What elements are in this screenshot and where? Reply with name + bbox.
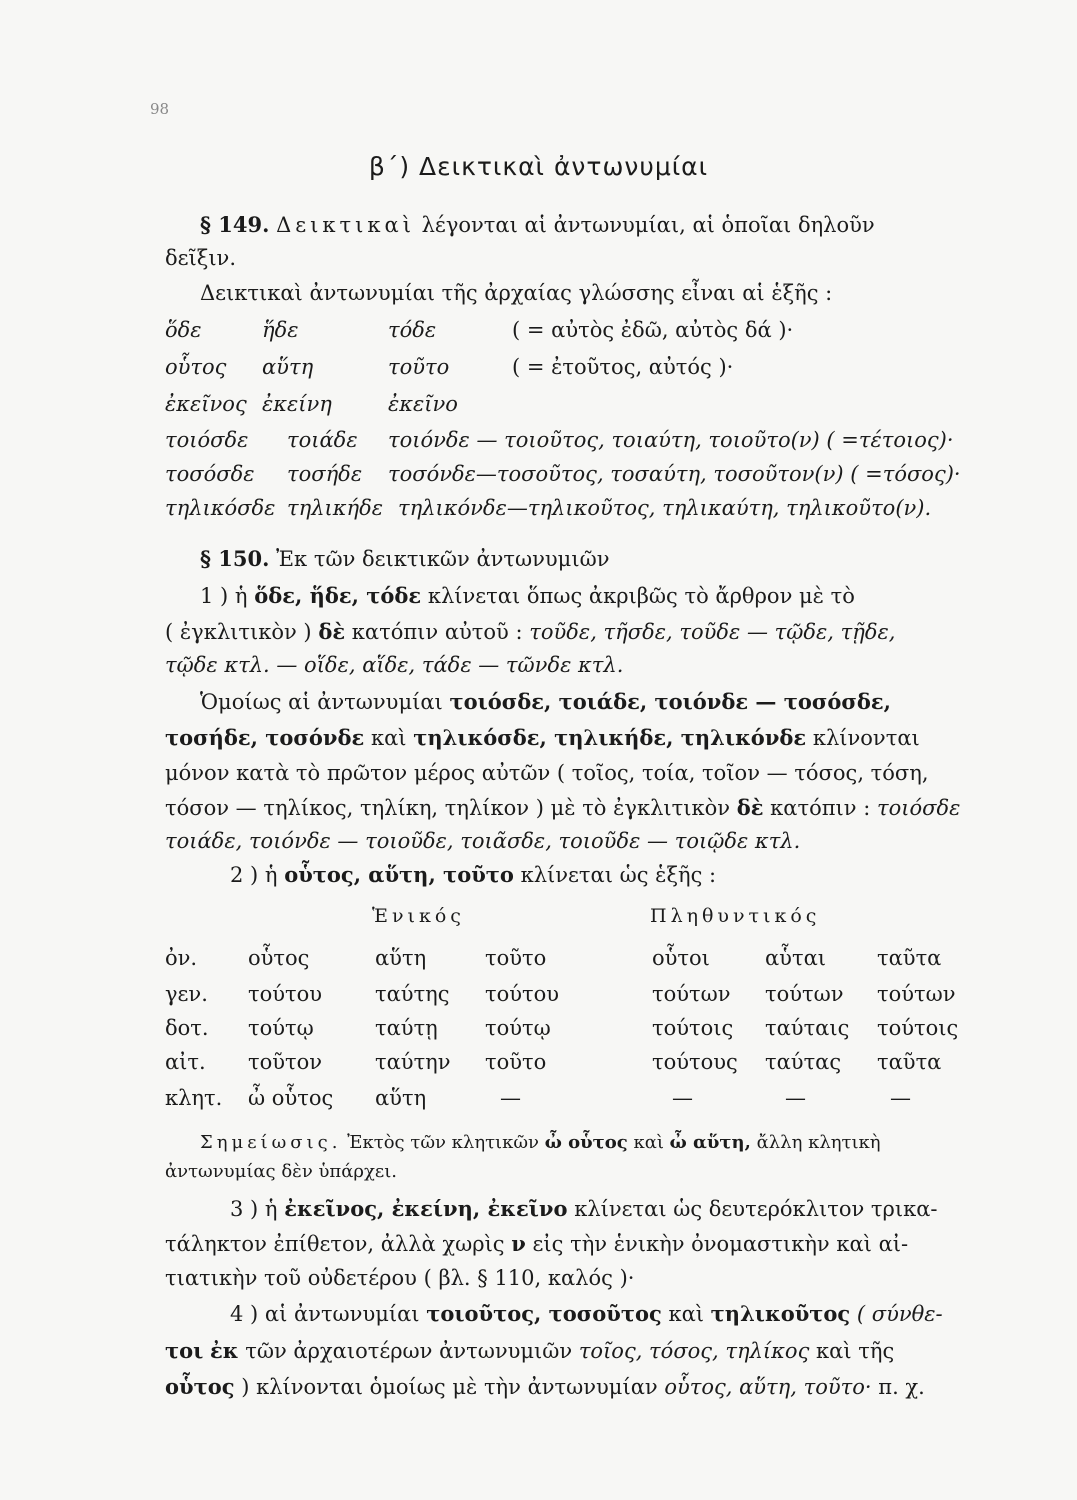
p1-l2b: δὲ	[318, 619, 346, 644]
toioutos-l3b: ) κλίνονται ὁμοίως μὲ τὴν ἀντωνυμίαν	[241, 1375, 658, 1399]
s150-number: § 150.	[200, 546, 270, 571]
toioutos-l2f: καὶ τῆς	[816, 1339, 895, 1363]
compound-f-3: τηλικήδε	[287, 496, 384, 520]
note-b: ὦ οὗτος	[544, 1132, 628, 1153]
s149-line-2: δεῖξιν.	[165, 246, 236, 270]
form-n-2: τοῦτο	[388, 355, 450, 379]
p2-line-5: τοιάδε, τοιόνδε — τοιοῦδε, τοιᾶσδε, τοιοῦδε — τοιῷδε κτλ.	[165, 829, 801, 853]
form-n-3: ἐκεῖνο	[388, 392, 458, 416]
p1-l2d: τοῦδε, τῆσδε, τοῦδε — τῷδε, τῇδε,	[529, 620, 896, 644]
p-ekeinos-line-2	[165, 1231, 908, 1256]
toioutos-l2c: τῶν	[245, 1339, 287, 1363]
s149-number: § 149.	[200, 212, 270, 237]
plur-n: τούτων	[877, 982, 956, 1006]
p1-b1: ὅδε, ἥδε, τόδε	[254, 583, 422, 608]
form-gloss-1: ( = αὐτὸς ἐδῶ, αὐτὸς δά )·	[512, 318, 794, 342]
plur-f: αὗται	[765, 946, 826, 970]
note-a: Ἐκτὸς τῶν κλητικῶν	[347, 1132, 539, 1153]
toioutos-d: τηλικοῦτος	[710, 1301, 851, 1326]
p-toioutos-line-1	[230, 1301, 943, 1326]
sing-n: τούτῳ	[485, 1016, 551, 1040]
p1-line-1	[200, 583, 855, 608]
plur-n: ταῦτα	[877, 1050, 942, 1074]
form-f-1: ἥδε	[262, 318, 299, 342]
toioutos-e: ( σύνθε-	[856, 1302, 943, 1326]
note-e: ἄλλη κλητικὴ	[756, 1132, 881, 1153]
sing-n: —	[500, 1086, 521, 1110]
p2-l2c: τηλικόσδε, τηλικήδε, τηλικόνδε	[413, 725, 807, 750]
p2-l4d: τοιόσδε	[876, 796, 961, 820]
sing-m: τούτου	[248, 982, 323, 1006]
p2-line-4	[165, 795, 960, 820]
plur-n: —	[890, 1086, 911, 1110]
form-f-3: ἐκείνη	[262, 392, 332, 416]
plur-m: —	[672, 1086, 693, 1110]
s149-intro: Δεικτικαὶ ἀντωνυμίαι τῆς ἀρχαίας γλώσσης εἶναι αἱ ἑξῆς :	[200, 281, 833, 305]
p2-l4b: δὲ	[736, 795, 764, 820]
p3-c: κλίνεται ὡς ἑξῆς :	[520, 863, 717, 887]
plur-m: τούτων	[652, 982, 731, 1006]
form-m-1: ὅδε	[165, 318, 202, 342]
declension-singular-header: Ἑνικός	[372, 905, 465, 927]
section-heading: β΄) Δεικτικαὶ ἀντωνυμίαι	[368, 152, 709, 181]
compound-rest-2: τοσόνδε—τοσοῦτος, τοσαύτη, τοσοῦτον(ν) ( =τόσος)·	[388, 462, 961, 486]
ekeinos-l2b: ν	[511, 1231, 526, 1256]
toioutos-c: καὶ	[668, 1302, 704, 1326]
toioutos-l3c: οὗτος, αὕτη, τοῦτο·	[664, 1375, 872, 1399]
sing-n: τοῦτο	[485, 1050, 547, 1074]
plur-n: ταῦτα	[877, 946, 942, 970]
p2-l2b: καὶ	[370, 726, 407, 750]
p-ekeinos-line-3: τιατικὴν τοῦ οὐδετέρου ( βλ. § 110, καλός )·	[165, 1266, 635, 1290]
p2-line-3: μόνον κατὰ τὸ πρῶτον μέρος αὐτῶν ( τοῖος, τοία, τοῖον — τόσος, τόση,	[165, 761, 929, 785]
p1-line-3: τῷδε κτλ. — οἵδε, αἵδε, τάδε — τῶνδε κτλ.	[165, 653, 624, 677]
p2-l1b: τοιόσδε, τοιάδε, τοιόνδε — τοσόσδε,	[449, 689, 891, 714]
s150-intro: Ἐκ τῶν δεικτικῶν ἀντωνυμιῶν	[276, 547, 610, 571]
note-line-2: ἀντωνυμίας δὲν ὑπάρχει.	[165, 1161, 398, 1182]
sing-f: αὕτη	[375, 1086, 427, 1110]
note-d: ὦ αὕτη,	[669, 1132, 751, 1153]
p-toioutos-line-3	[165, 1374, 925, 1399]
toioutos-l3d: π. χ.	[878, 1375, 925, 1399]
plur-f: τούτων	[765, 982, 844, 1006]
s150-line-1	[200, 546, 609, 571]
s149-term: Δεικτικαὶ	[276, 213, 415, 237]
sing-m: οὗτος	[248, 946, 310, 970]
sing-m: τούτῳ	[248, 1016, 314, 1040]
p-ekeinos-line-1	[230, 1196, 938, 1221]
s149-text: λέγονται αἱ ἀντωνυμίαι, αἱ ὁποῖαι δηλοῦν	[421, 213, 875, 237]
case-label: αἰτ.	[165, 1050, 206, 1074]
declension-plural-header: Πληθυντικός	[650, 905, 821, 927]
toioutos-b: τοιοῦτος, τοσοῦτος	[426, 1301, 662, 1326]
p-toioutos-line-2	[165, 1338, 894, 1363]
plur-m: τούτους	[652, 1050, 738, 1074]
toioutos-l3a: οὗτος	[165, 1374, 235, 1399]
form-f-2: αὕτη	[262, 355, 314, 379]
note-line-1	[200, 1132, 881, 1153]
p2-l4a: τόσον — τηλίκος, τηλίκη, τηλίκον ) μὲ τὸ ἐγκλιτικὸν	[165, 796, 731, 820]
p1-line-2	[165, 619, 895, 644]
toioutos-l2b: ἐκ	[210, 1338, 239, 1363]
toioutos-l2d: ἀρχαιοτέρων ἀντωνυμιῶν	[293, 1339, 573, 1363]
ekeinos-a: 3 ) ἡ	[230, 1197, 278, 1221]
plur-m: οὗτοι	[652, 946, 710, 970]
toioutos-a: 4 ) αἱ ἀντωνυμίαι	[230, 1302, 420, 1326]
p1-l2a: ( ἐγκλιτικὸν )	[165, 620, 312, 644]
compound-f-2: τοσήδε	[287, 462, 363, 486]
case-label: δοτ.	[165, 1016, 209, 1040]
p2-l2a: τοσήδε, τοσόνδε	[165, 725, 365, 750]
p3-line	[230, 862, 716, 887]
form-n-1: τόδε	[388, 318, 437, 342]
ekeinos-b: ἐκεῖνος, ἐκείνη, ἐκεῖνο	[284, 1196, 568, 1221]
note-c: καὶ	[633, 1132, 664, 1153]
compound-m-2: τοσόσδε	[165, 462, 255, 486]
plur-f: —	[785, 1086, 806, 1110]
s149-line-1	[200, 212, 875, 237]
p2-line-2	[165, 725, 920, 750]
ekeinos-l2c: εἰς τὴν ἑνικὴν ὀνομαστικὴν καὶ αἰ-	[532, 1232, 909, 1256]
case-label: ὀν.	[165, 946, 198, 970]
note-label: Σημείωσις.	[200, 1132, 342, 1153]
plur-m: τούτοις	[652, 1016, 734, 1040]
compound-m-3: τηλικόσδε	[165, 496, 276, 520]
compound-m-1: τοιόσδε	[165, 428, 249, 452]
sing-m: τοῦτον	[248, 1050, 323, 1074]
sing-m: ὦ οὗτος	[248, 1086, 334, 1110]
sing-n: τούτου	[485, 982, 560, 1006]
case-label: κλητ.	[165, 1086, 223, 1110]
p1-l2c: κατόπιν αὐτοῦ :	[351, 620, 523, 644]
p2-l1a: Ὁμοίως αἱ ἀντωνυμίαι	[200, 690, 443, 714]
toioutos-l2e: τοῖος, τόσος, τηλίκος	[578, 1339, 810, 1363]
sing-n: τοῦτο	[485, 946, 547, 970]
form-gloss-2: ( = ἐτοῦτος, αὐτός )·	[512, 355, 734, 379]
toioutos-l2a: τοι	[165, 1338, 204, 1363]
compound-rest-1: τοιόνδε — τοιοῦτος, τοιαύτη, τοιοῦτο(ν) ( =τέτοιος)·	[388, 428, 954, 452]
form-m-3: ἐκεῖνος	[165, 392, 247, 416]
case-label: γεν.	[165, 982, 208, 1006]
plur-f: ταύταις	[765, 1016, 850, 1040]
p3-b: οὗτος, αὕτη, τοῦτο	[284, 862, 514, 887]
page-number: 98	[150, 100, 170, 118]
p3-a: 2 ) ἡ	[230, 863, 278, 887]
sing-f: αὕτη	[375, 946, 427, 970]
compound-f-1: τοιάδε	[287, 428, 358, 452]
sing-f: ταύτῃ	[375, 1016, 438, 1040]
form-m-2: οὗτος	[165, 355, 227, 379]
p1-a1: 1 ) ἡ	[200, 584, 248, 608]
compound-rest-3: τηλικόνδε—τηλικοῦτος, τηλικαύτη, τηλικοῦτο(ν).	[398, 496, 932, 520]
p2-line-1	[200, 689, 891, 714]
p2-l4c: κατόπιν :	[770, 796, 871, 820]
ekeinos-l2a: τάληκτον ἐπίθετον, ἀλλὰ χωρὶς	[165, 1232, 505, 1256]
p1-a2: κλίνεται ὅπως ἀκριβῶς τὸ ἄρθρον μὲ τὸ	[427, 584, 855, 608]
p2-l2d: κλίνονται	[812, 726, 920, 750]
plur-n: τούτοις	[877, 1016, 959, 1040]
sing-f: ταύτης	[375, 982, 450, 1006]
plur-f: ταύτας	[765, 1050, 842, 1074]
ekeinos-c: κλίνεται ὡς δευτερόκλιτον τρικα-	[574, 1197, 938, 1221]
sing-f: ταύτην	[375, 1050, 451, 1074]
